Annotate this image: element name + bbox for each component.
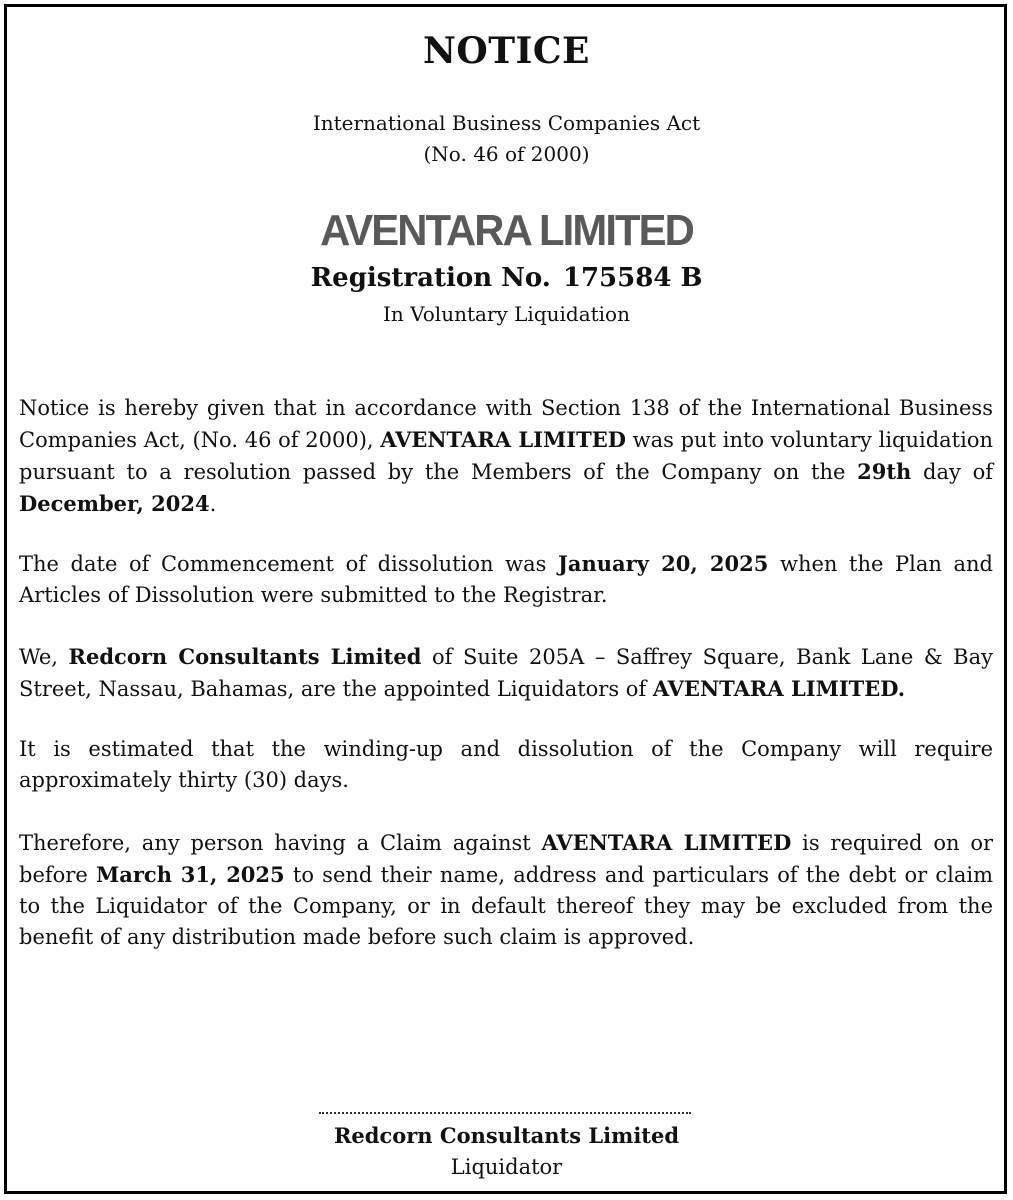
liquidation-status: In Voluntary Liquidation [383, 302, 630, 326]
text: . [209, 492, 217, 516]
text: day of [911, 460, 993, 484]
text: Therefore, any person having a Claim against [19, 831, 542, 855]
company-name-bold: AVENTARA LIMITED. [652, 676, 906, 701]
registration-line [0, 263, 1013, 293]
notice-title: NOTICE [423, 30, 590, 72]
text: Notice is hereby given that in accordance with Section 138 of the International Business Companies Act, (No. 46 of 2000), [19, 396, 993, 452]
signatory-name: Redcorn Consultants Limited [333, 1123, 680, 1148]
text: when the Plan and Articles of Dissolution were submitted to the Registrar. [19, 552, 993, 607]
paragraph-liquidation-notice [19, 393, 993, 520]
text: of Suite 205A – Saffrey Square, Bank Lane & Bay Street, Nassau, Bahamas, are the appointed Liquidators of [19, 645, 993, 701]
text: is required on or before [19, 831, 993, 887]
liquidator-name: Redcorn Consultants Limited [68, 644, 422, 669]
commencement-date: January 20, 2025 [557, 551, 769, 576]
act-name: International Business Companies Act [312, 111, 701, 135]
paragraph-claims [19, 827, 993, 953]
text: We, [19, 645, 69, 669]
paragraph-liquidators [19, 641, 993, 705]
resolution-day: 29th [857, 459, 912, 484]
company-name: AVENTARA LIMITED [320, 206, 693, 255]
signatory-role: Liquidator [450, 1155, 563, 1179]
claim-deadline: March 31, 2025 [95, 862, 285, 887]
registration-number: 175584 B [562, 263, 703, 293]
text: The date of Commencement of dissolution was [19, 552, 558, 576]
registration-label: Registration No. [310, 263, 551, 293]
company-name-bold: AVENTARA LIMITED [380, 427, 626, 452]
text: It is estimated that the winding-up and dissolution of the Company will require approximately thirty (30) days. [19, 737, 993, 792]
signature-dotted-line [319, 1112, 691, 1114]
text: to send their name, address and particulars of the debt or claim to the Liquidator of the Company, or in default thereof they may be excluded from the benefit of any distribution made before such claim is approved. [19, 863, 994, 949]
resolution-month-year: December, 2024 [19, 491, 210, 516]
paragraph-duration-estimate [19, 734, 993, 796]
text: was put into voluntary liquidation pursuant to a resolution passed by the Members of the Company on the [19, 428, 994, 484]
paragraph-commencement-date [19, 548, 993, 611]
act-number: (No. 46 of 2000) [423, 142, 590, 166]
company-name-bold: AVENTARA LIMITED [541, 830, 792, 855]
